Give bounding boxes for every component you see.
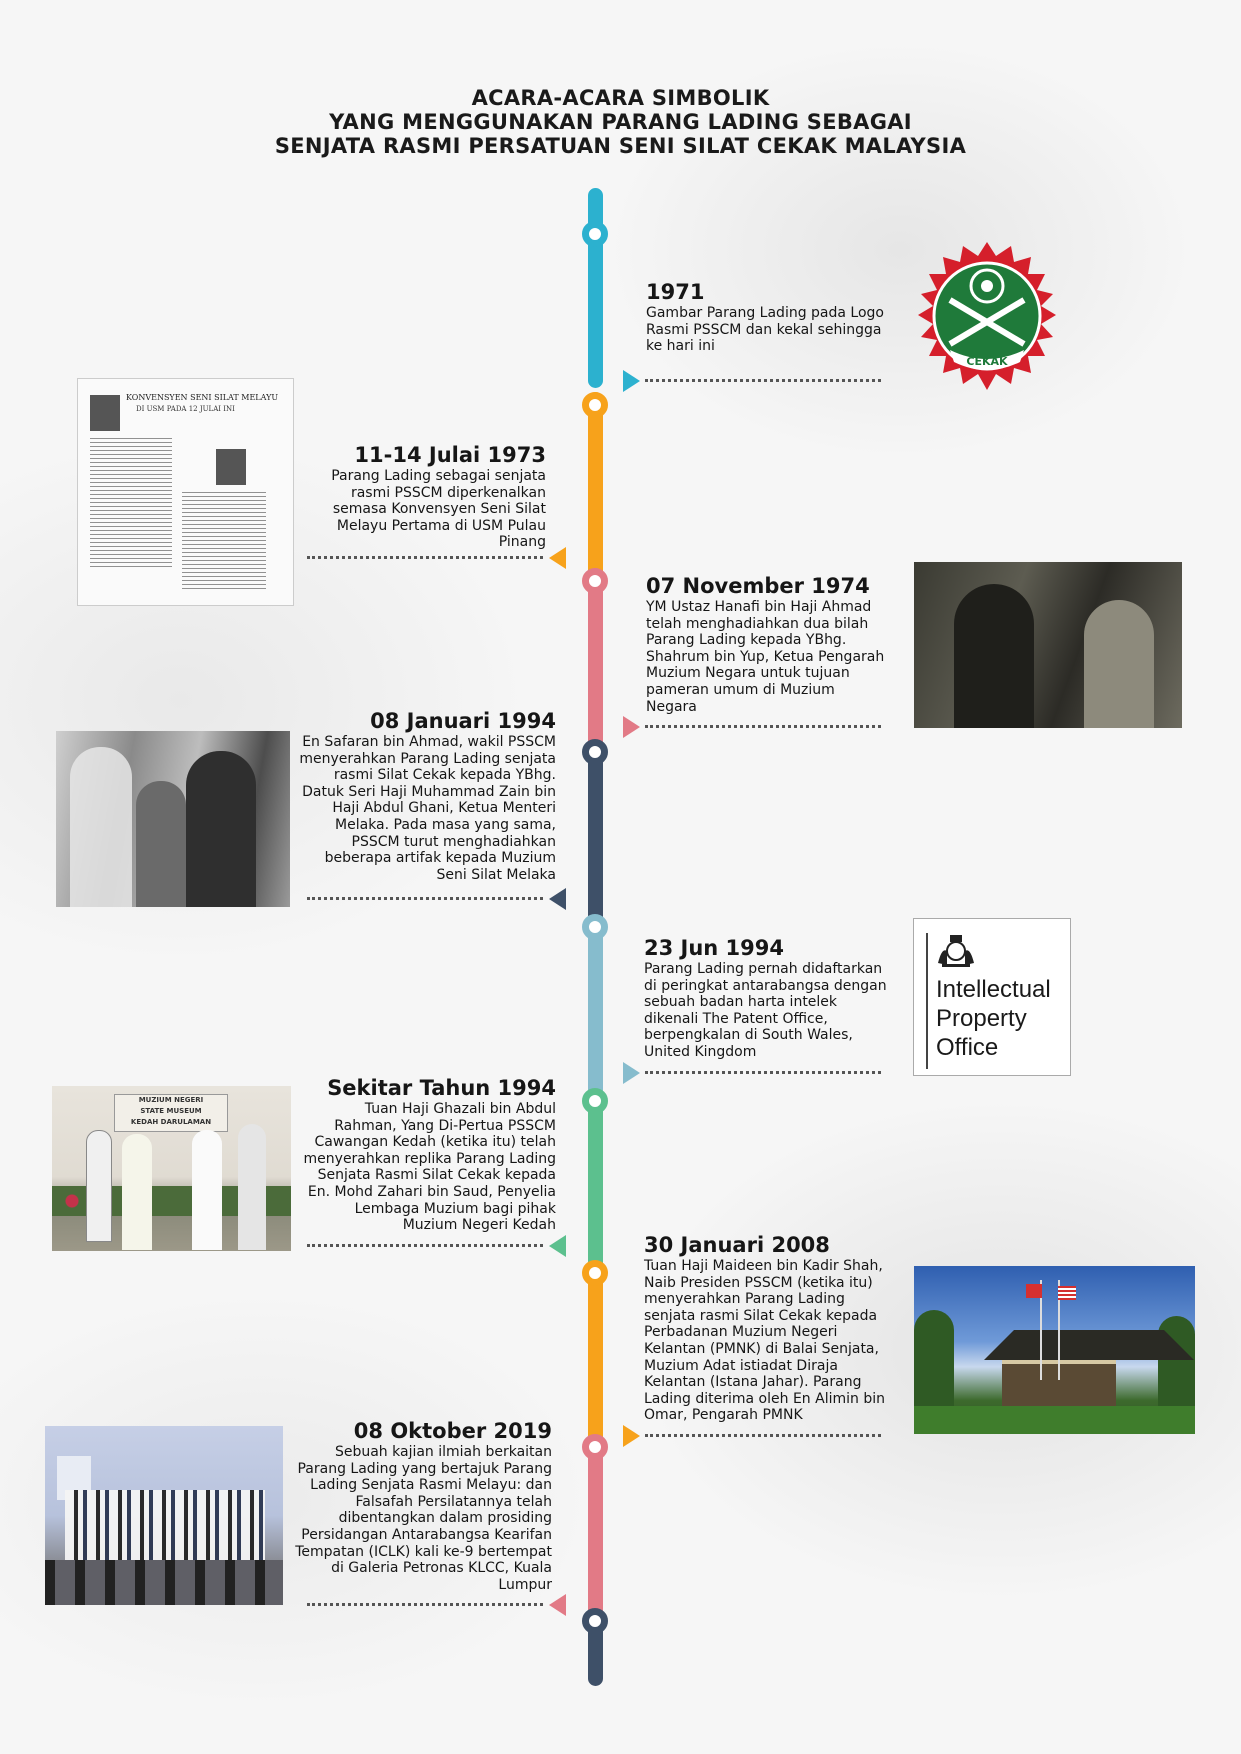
photo-flag-malaysia — [1058, 1286, 1076, 1300]
page-title — [0, 86, 1241, 158]
newspaper-clipping-photo — [77, 378, 294, 606]
event-connector — [645, 379, 881, 382]
event-connector — [645, 725, 881, 728]
photo-figure-4 — [238, 1124, 266, 1250]
title-line-3: SENJATA RASMI PERSATUAN SENI SILAT CEKAK MALAYSIA — [274, 134, 967, 158]
event-date: 23 Jun 1994 — [644, 936, 785, 960]
event-date: 08 Oktober 2019 — [353, 1419, 552, 1443]
event-1994-jan — [298, 709, 556, 883]
event-connector — [645, 1071, 881, 1074]
timeline-segment-pink — [588, 568, 603, 758]
photo-figure-right — [186, 751, 256, 907]
event-2019 — [285, 1419, 552, 1593]
event-text: En Safaran bin Ahmad, wakil PSSCM menyerahkan Parang Lading senjata rasmi Silat Cekak kepada YBhg. Datuk Seri Haji Muhammad Zain bin Haji Abdul Ghani, Ketua Menteri Melaka. Pada masa yang sama, PSSCM turut menghadiahkan beberapa artifak kepada Muzium Seni Silat Melaka — [299, 734, 556, 883]
photo-istana-jahar — [914, 1266, 1195, 1434]
event-pointer — [549, 1594, 566, 1616]
event-connector — [307, 556, 543, 559]
museum-sign-line-3: KEDAH DARULAMAN — [130, 1118, 212, 1126]
timeline-node-6 — [582, 1088, 608, 1114]
photo-figure-3 — [192, 1130, 222, 1250]
ipo-divider — [926, 933, 928, 1069]
event-1973 — [300, 443, 546, 551]
event-date: 07 November 1974 — [646, 574, 870, 598]
event-pointer — [549, 888, 566, 910]
newspaper-columns-right — [182, 489, 266, 589]
event-connector — [307, 1244, 543, 1247]
newspaper-columns-left — [90, 437, 172, 567]
event-pointer — [623, 716, 640, 738]
photo-lawn — [914, 1406, 1195, 1434]
event-pointer — [623, 370, 640, 392]
event-connector — [307, 1603, 543, 1606]
event-1994-sekitar — [298, 1076, 556, 1234]
event-text: Parang Lading sebagai senjata rasmi PSSCM diperkenalkan semasa Konvensyen Seni Silat Melayu Pertama di USM Pulau Pinang — [331, 468, 546, 551]
ipo-line-1: Intellectual — [936, 976, 1051, 1003]
museum-sign-board — [114, 1094, 228, 1132]
event-connector — [307, 897, 543, 900]
event-2008 — [644, 1233, 900, 1424]
timeline-node-2 — [582, 392, 608, 418]
emblem-label: CEKAK — [966, 355, 1008, 368]
event-1994-jun — [644, 936, 888, 1061]
event-connector — [645, 1434, 881, 1437]
event-text: Tuan Haji Ghazali bin Abdul Rahman, Yang Di-Pertua PSSCM Cawangan Kedah (ketika itu) telah menyerahkan replika Parang Lading Senjata Rasmi Silat Cekak kepada En. Mohd Zahari bin Saud, Penyelia Lembaga Muzium bagi pihak Muzium Negeri Kedah — [303, 1101, 556, 1234]
photo-handover-1974 — [914, 562, 1182, 728]
event-pointer — [549, 547, 566, 569]
photo-chairs — [45, 1560, 283, 1605]
timeline-node-7 — [582, 1260, 608, 1286]
event-date: 1971 — [646, 280, 705, 304]
event-1974-nov — [646, 574, 886, 715]
ipo-line-3: Office — [936, 1034, 999, 1061]
emblem-crest-center — [981, 280, 993, 292]
psscm-cekak-emblem — [912, 242, 1062, 390]
title-line-1: ACARA-ACARA SIMBOLIK — [471, 86, 770, 110]
timeline-segment-orange-2 — [588, 1270, 603, 1460]
photo-palms-left — [914, 1310, 954, 1410]
timeline-node-8 — [582, 1434, 608, 1460]
newspaper-headline: KONVENSYEN SENI SILAT MELAYU — [126, 393, 279, 402]
timeline-node-9 — [582, 1608, 608, 1634]
event-pointer — [549, 1235, 566, 1257]
timeline-segment-orange — [588, 392, 603, 582]
event-text: Parang Lading pernah didaftarkan di peringkat antarabangsa dengan sebuah badan harta intelek dikenali The Patent Office, berpengkalan di South Wales, United Kingdom — [644, 961, 887, 1060]
timeline-node-5 — [582, 914, 608, 940]
photo-figure-1 — [86, 1130, 112, 1242]
photo-galeria-petronas-2019 — [45, 1426, 283, 1605]
event-text: YM Ustaz Hanafi bin Haji Ahmad telah menghadiahkan dua bilah Parang Lading kepada YBhg. Shahrum bin Yup, Ketua Pengarah Muzium Negara untuk tujuan pameran umum di Muzium Negara — [646, 599, 885, 715]
photo-group-people — [65, 1490, 265, 1560]
photo-flagpoles — [1040, 1280, 1060, 1380]
photo-figure-2 — [122, 1134, 152, 1250]
event-pointer — [623, 1062, 640, 1084]
event-date: 30 Januari 2008 — [644, 1233, 830, 1257]
emblem-disc — [934, 263, 1040, 369]
timeline-node-1 — [582, 221, 608, 247]
timeline-node-3 — [582, 568, 608, 594]
event-pointer — [623, 1425, 640, 1447]
photo-flag-red — [1026, 1284, 1042, 1298]
intellectual-property-office-logo — [913, 918, 1071, 1076]
photo-figure-left — [954, 584, 1034, 728]
event-date: Sekitar Tahun 1994 — [327, 1076, 556, 1100]
timeline-segment-pink-2 — [588, 1448, 603, 1628]
event-text: Tuan Haji Maideen bin Kadir Shah, Naib Presiden PSSCM (ketika itu) menyerahkan Parang Lading senjata rasmi Silat Cekak kepada Perbadanan Muzium Negeri Kelantan (PMNK) di Balai Senjata, Muzium Adat istiadat Diraja Kelantan (Istana Jahar). Parang Lading diterima oleh En Alimin bin Omar, Pengarah PMNK — [644, 1258, 885, 1424]
photo-figure-right — [1084, 600, 1154, 728]
event-text: Sebuah kajian ilmiah berkaitan Parang Lading yang bertajuk Parang Lading Senjata Rasmi Melayu: dan Falsafah Persilatannya telah dibentangkan dalam prosiding Persidangan Antarabangsa Kearifan Tempatan (ICLK) kali ke-9 bertempat di Galeria Petronas KLCC, Kuala Lumpur — [295, 1444, 552, 1593]
photo-figure-center — [136, 781, 186, 907]
event-date: 11-14 Julai 1973 — [354, 443, 546, 467]
title-line-2: YANG MENGGUNAKAN PARANG LADING SEBAGAI — [329, 110, 912, 134]
event-date: 08 Januari 1994 — [370, 709, 556, 733]
event-text: Gambar Parang Lading pada Logo Rasmi PSSCM dan kekal sehingga ke hari ini — [646, 305, 884, 355]
photo-figure-left — [70, 747, 132, 907]
timeline-node-4 — [582, 739, 608, 765]
photo-handover-melaka-1994 — [56, 731, 290, 907]
royal-crest-icon — [934, 933, 978, 969]
timeline-segment-navy — [588, 745, 603, 935]
ipo-line-2: Property — [936, 1005, 1027, 1032]
museum-sign-line-1: MUZIUM NEGERI — [138, 1096, 204, 1104]
timeline-segment-blue — [588, 188, 603, 388]
ipo-wordmark — [936, 975, 1051, 1062]
photo-muzium-kedah — [52, 1086, 291, 1251]
newspaper-portrait-1 — [90, 395, 120, 431]
photo-palace-roof — [984, 1330, 1194, 1360]
museum-sign-line-2: STATE MUSEUM — [140, 1107, 202, 1115]
newspaper-portrait-2 — [216, 449, 246, 485]
event-1971 — [646, 280, 886, 355]
timeline-segment-lightblue — [588, 920, 603, 1110]
newspaper-subhead: DI USM PADA 12 JULAI INI — [136, 405, 235, 413]
